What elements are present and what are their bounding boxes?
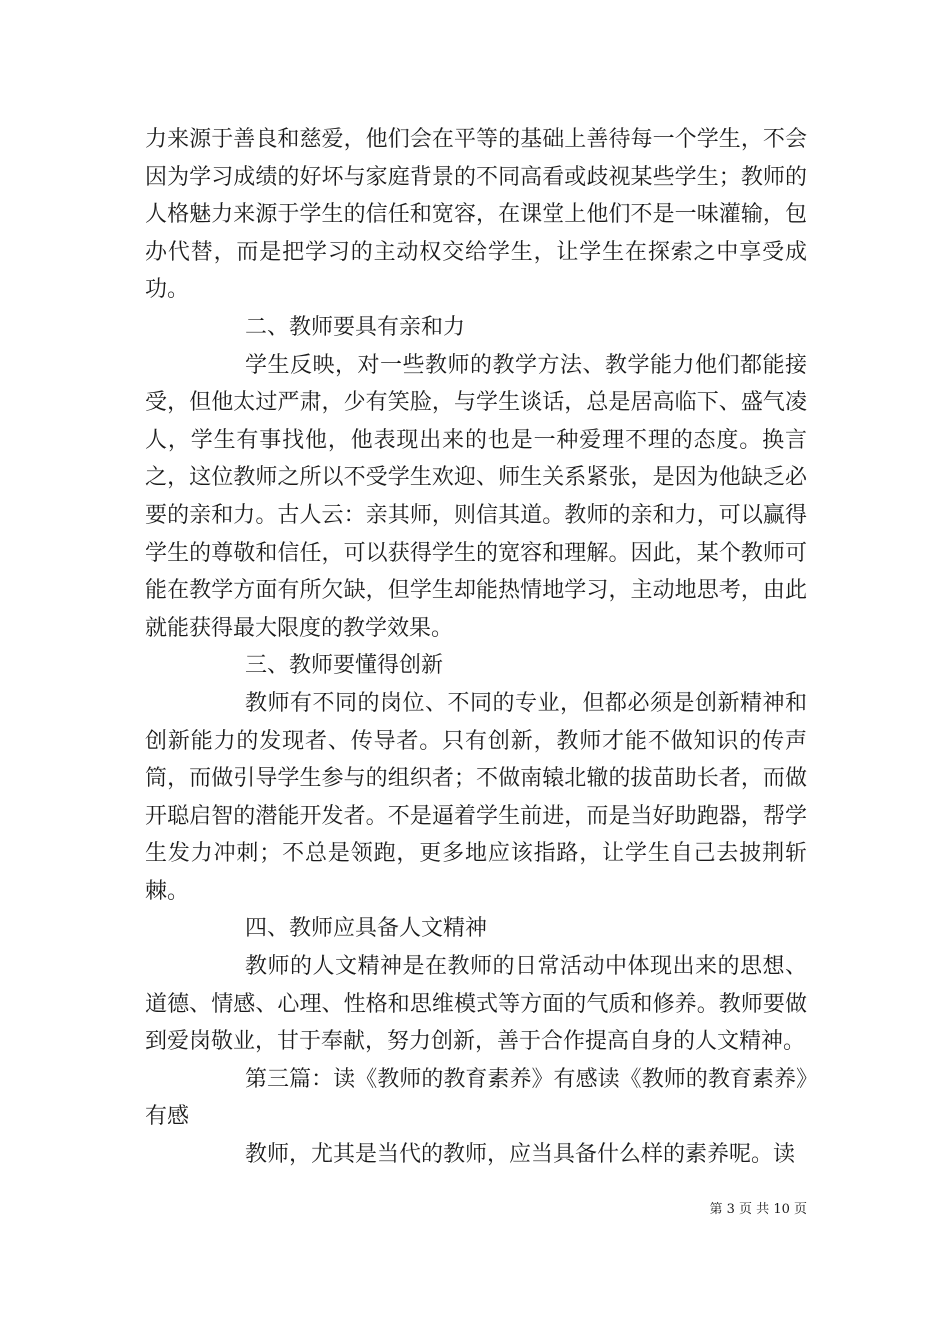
paragraph-humanism: 教师的人文精神是在教师的日常活动中体现出来的思想、道德、情感、心理、性格和思维模式等方面的气质和修养。教师要做到爱岗敬业，甘于奉献，努力创新，善于合作提高自身的人文精神。 (145, 954, 807, 1055)
paragraph-intro: 教师，尤其是当代的教师，应当具备什么样的素养呢。读 (245, 1142, 796, 1168)
article-title: 第三篇：读《教师的教育素养》有感读《教师的教育素养》有感 (145, 1066, 807, 1130)
paragraph-affinity: 学生反映，对一些教师的教学方法、教学能力他们都能接受，但他太过严肃，少有笑脸，与学生谈话，总是居高临下、盛气凌人，学生有事找他，他表现出来的也是一种爱理不理的态度。换言之，这位教师之所以不受学生欢迎、师生关系紧张，是因为他缺乏必要的亲和力。古人云：亲其师，则信其道。教师的亲和力，可以赢得学生的尊敬和信任，可以获得学生的宽容和理解。因此，某个教师可能在教学方面有所欠缺，但学生却能热情地学习，主动地思考，由此就能获得最大限度的教学效果。 (145, 352, 807, 641)
section-heading-4: 四、教师应具备人文精神 (245, 916, 488, 942)
section-heading-3: 三、教师要懂得创新 (245, 653, 444, 679)
page-number-footer: 第 3 页 共 10 页 (709, 1202, 807, 1217)
paragraph-innovation: 教师有不同的岗位、不同的专业，但都必须是创新精神和创新能力的发现者、传导者。只有创新，教师才能不做知识的传声筒，而做引导学生参与的组织者；不做南辕北辙的拔苗助长者，而做开聪启智的潜能开发者。不是逼着学生前进，而是当好助跑器，帮学生发力冲刺；不总是领跑，更多地应该指路，让学生自己去披荆斩棘。 (145, 690, 807, 904)
section-heading-2: 二、教师要具有亲和力 (245, 314, 466, 340)
paragraph-continued: 力来源于善良和慈爱，他们会在平等的基础上善待每一个学生，不会因为学习成绩的好坏与家庭背景的不同高看或歧视某些学生；教师的人格魅力来源于学生的信任和宽容，在课堂上他们不是一味灌输，包办代替，而是把学习的主动权交给学生，让学生在探索之中享受成功。 (145, 127, 807, 303)
document-body (145, 121, 807, 1174)
